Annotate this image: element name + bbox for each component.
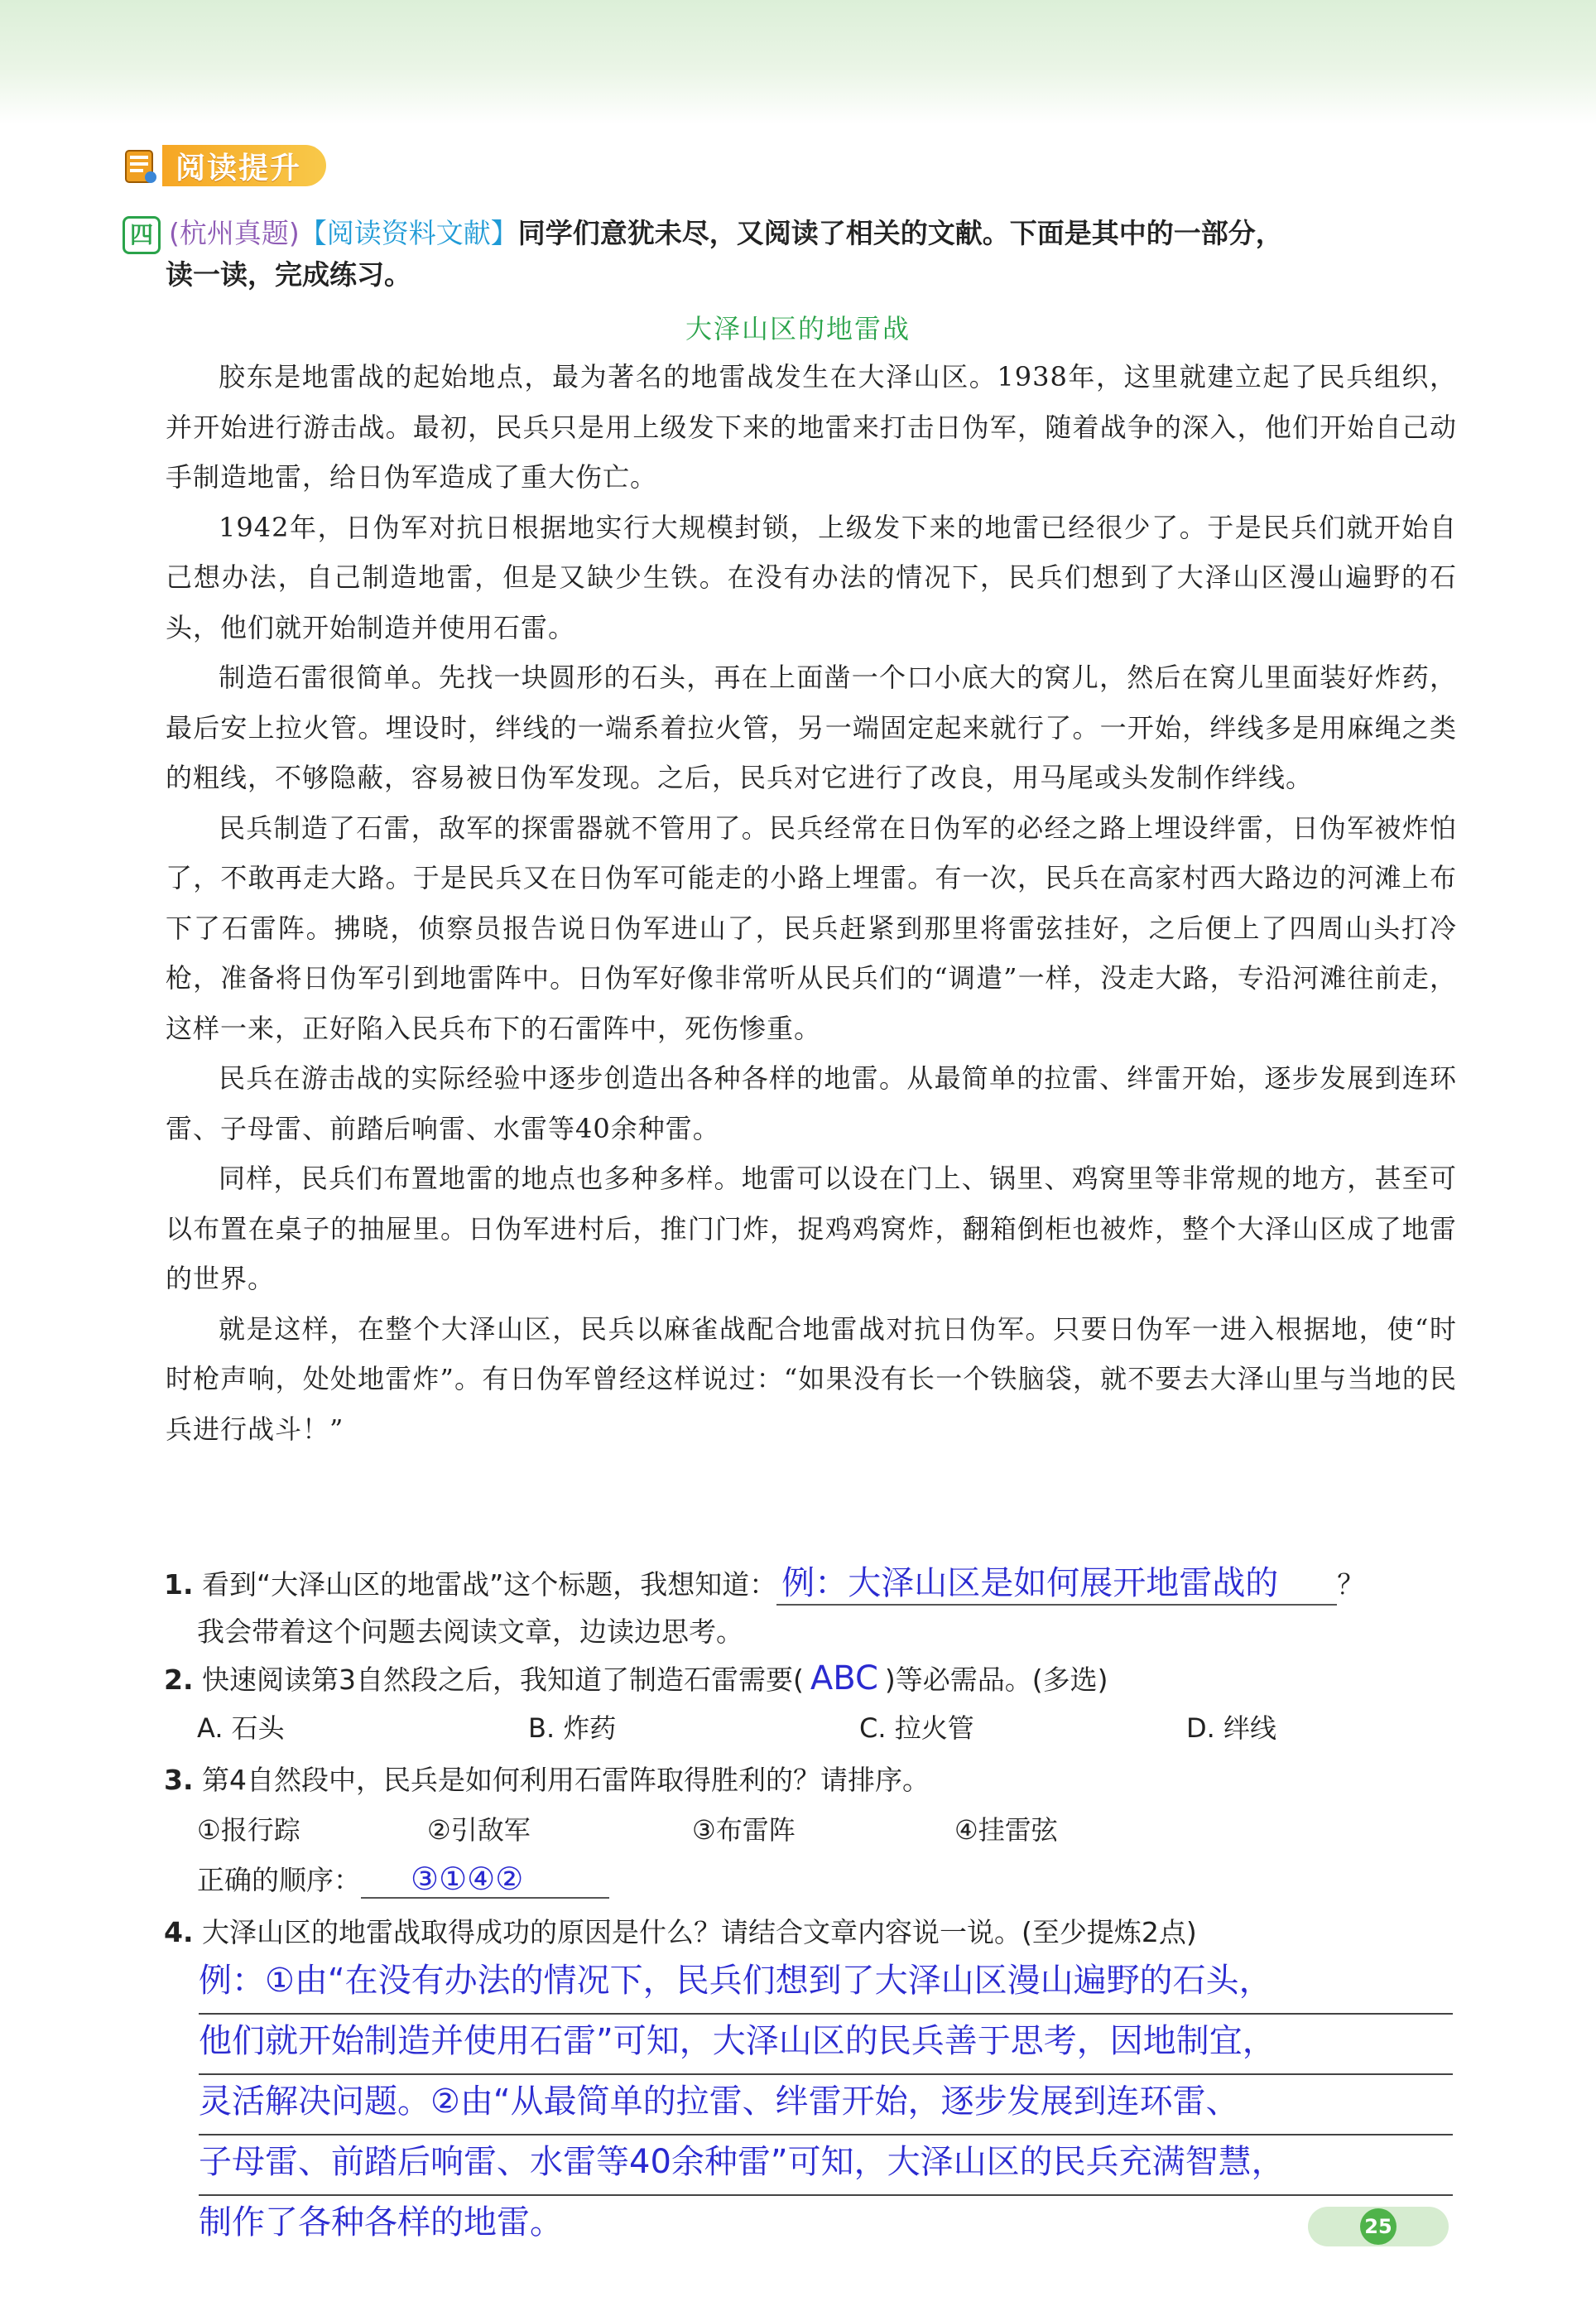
option-4: ④挂雷弦 (954, 1814, 1058, 1846)
answer-line: 制作了各种各样的地雷。 (199, 2203, 563, 2241)
question-3-text: 第4自然段中，民兵是如何利用石雷阵取得胜利的？请排序。 (202, 1764, 930, 1796)
article-paragraph: 1942年，日伪军对抗日根据地实行大规模封锁，上级发下来的地雷已经很少了。于是民兵们就开始自己想办法，自己制造地雷，但是又缺少生铁。在没有办法的情况下，民兵们想到了大泽山区漫山遍野的石头，他们就开始制造并使用石雷。 (166, 511, 1457, 643)
task-instruction-line1: 同学们意犹未尽，又阅读了相关的文献。下面是其中的一部分， (517, 217, 1283, 249)
article-paragraph: 制造石雷很简单。先找一块圆形的石头，再在上面凿一个口小底大的窝儿，然后在窝儿里面装好炸药，最后安上拉火管。埋设时，绊线的一端系着拉火管，另一端固定起来就行了。一开始，绊线多是用麻绳之类的粗线，不够隐蔽，容易被日伪军发现。之后，民兵对它进行了改良，用马尾或头发制作绊线。 (166, 662, 1457, 793)
option-3: ③布雷阵 (692, 1814, 796, 1846)
question-4-answer[interactable] (199, 1954, 1453, 2255)
question-2-text-end: )等必需品。(多选) (884, 1664, 1108, 1696)
book-icon (123, 146, 159, 185)
question-1-text-end: ？ (1337, 1568, 1365, 1601)
article-paragraph: 就是这样，在整个大泽山区，民兵以麻雀战配合地雷战对抗日伪军。只要日伪军一进入根据地，使“时时枪声响，处处地雷炸”。有日伪军曾经这样说过：“如果没有长一个铁脑袋，就不要去大泽山里与当地的民兵进行战斗！” (166, 1312, 1457, 1445)
section-header (123, 141, 326, 190)
answer-line: 灵活解决问题。②由“从最简单的拉雷、绊雷开始，逐步发展到连环雷、 (199, 2075, 1453, 2135)
task-tag: 【阅读资料文献】 (299, 217, 518, 249)
option-1: ①报行踪 (197, 1814, 300, 1846)
question-1 (164, 1557, 1364, 1606)
option-c: C. 拉火管 (859, 1712, 974, 1744)
article-paragraph: 胶东是地雷战的起始地点，最为著名的地雷战发生在大泽山区。1938年，这里就建立起了民兵组织，并开始进行游击战。最初，民兵只是用上级发下来的地雷来打击日伪军，随着战争的深入，他们开始自己动手制造地雷，给日伪军造成了重大伤亡。 (166, 361, 1457, 493)
page-number: 25 (1360, 2208, 1396, 2245)
question-number: 2. (164, 1664, 194, 1696)
option-a: A. 石头 (197, 1712, 285, 1744)
article-paragraph: 民兵在游击战的实际经验中逐步创造出各种各样的地雷。从最简单的拉雷、绊雷开始，逐步发展到连环雷、子母雷、前踏后响雷、水雷等40余种雷。 (166, 1062, 1457, 1144)
question-1-answer[interactable]: 例：大泽山区是如何展开地雷战的 (776, 1557, 1337, 1606)
article-title: 大泽山区的地雷战 (685, 313, 911, 344)
question-3-order (197, 1859, 609, 1899)
answer-line: 子母雷、前踏后响雷、水雷等40余种雷”可知，大泽山区的民兵充满智慧， (199, 2135, 1453, 2196)
task-instruction (123, 209, 1464, 258)
top-decorative-band (0, 0, 1596, 124)
question-number: 3. (164, 1764, 194, 1796)
option-2: ②引敌军 (427, 1814, 531, 1846)
article-body (166, 352, 1457, 1454)
question-2 (164, 1659, 1108, 1697)
question-4 (164, 1911, 1197, 1950)
question-2-answer[interactable]: ABC (810, 1659, 878, 1697)
option-d: D. 绊线 (1186, 1712, 1276, 1744)
question-2-text: 快速阅读第3自然段之后，我知道了制造石雷需要( (202, 1664, 804, 1696)
question-1-line2: 我会带着这个问题去阅读文章，边读边思考。 (197, 1615, 743, 1648)
question-3-answer[interactable]: ③①④② (361, 1861, 609, 1899)
order-label: 正确的顺序： (197, 1864, 361, 1896)
section-title: 阅读提升 (162, 145, 326, 186)
answer-line: 例：①由“在没有办法的情况下，民兵们想到了大泽山区漫山遍野的石头， (199, 1954, 1453, 2015)
question-number: 4. (164, 1916, 194, 1948)
question-4-text: 大泽山区的地雷战取得成功的原因是什么？请结合文章内容说一说。(至少提炼2点) (202, 1916, 1197, 1948)
question-number: 1. (164, 1568, 194, 1601)
question-3 (164, 1759, 930, 1798)
task-number: 四 (123, 216, 161, 254)
task-instruction-line2: 读一读，完成练习。 (166, 258, 411, 291)
page-number-badge (1308, 2207, 1449, 2246)
answer-line: 他们就开始制造并使用石雷”可知，大泽山区的民兵善于思考，因地制宜， (199, 2015, 1453, 2075)
question-1-text: 看到“大泽山区的地雷战”这个标题，我想知道： (202, 1568, 777, 1601)
article-paragraph: 同样，民兵们布置地雷的地点也多种多样。地雷可以设在门上、锅里、鸡窝里等非常规的地方，甚至可以布置在桌子的抽屉里。日伪军进村后，推门门炸，捉鸡鸡窝炸，翻箱倒柜也被炸，整个大泽山区成了地雷的世界。 (166, 1163, 1457, 1294)
article-paragraph: 民兵制造了石雷，敌军的探雷器就不管用了。民兵经常在日伪军的必经之路上埋设绊雷，日伪军被炸怕了，不敢再走大路。于是民兵又在日伪军可能走的小路上埋雷。有一次，民兵在高家村西大路边的河滩上布下了石雷阵。拂晓，侦察员报告说日伪军进山了，民兵赶紧到那里将雷弦挂好，之后便上了四周山头打冷枪，准备将日伪军引到地雷阵中。日伪军好像非常听从民兵们的“调遣”一样，没走大路，专沿河滩往前走，这样一来，正好陷入民兵布下的石雷阵中，死伤惨重。 (166, 811, 1457, 1044)
option-b: B. 炸药 (528, 1712, 617, 1744)
task-source: (杭州真题) (169, 217, 300, 249)
